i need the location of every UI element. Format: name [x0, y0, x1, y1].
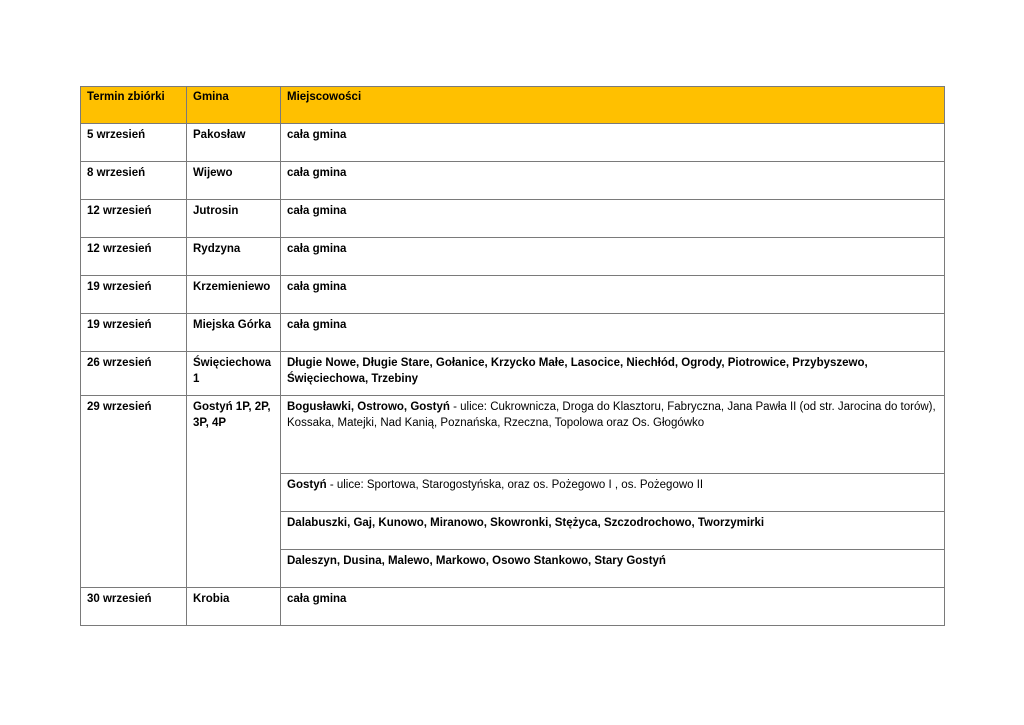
cell-places: [281, 550, 945, 588]
places-bold: Daleszyn, Dusina, Malewo, Markowo, Osowo Stankowo, Stary Gostyń: [287, 555, 666, 567]
cell-date: 12 wrzesień: [81, 238, 187, 276]
cell-date: 19 wrzesień: [81, 276, 187, 314]
table-row: [81, 352, 945, 396]
cell-places: cała gmina: [281, 238, 945, 276]
cell-places: [281, 512, 945, 550]
cell-gmina: Święciechowa 1: [187, 352, 281, 396]
cell-places: cała gmina: [281, 200, 945, 238]
table-row: [81, 238, 945, 276]
cell-gmina: Rydzyna: [187, 238, 281, 276]
table-row: [81, 162, 945, 200]
table-row-gostyn: [81, 396, 945, 474]
cell-gmina: Pakosław: [187, 124, 281, 162]
cell-gmina: Jutrosin: [187, 200, 281, 238]
cell-places: [281, 474, 945, 512]
cell-places: cała gmina: [281, 314, 945, 352]
cell-date: 26 wrzesień: [81, 352, 187, 396]
cell-date: 19 wrzesień: [81, 314, 187, 352]
cell-date: 29 wrzesień: [81, 396, 187, 588]
table-row: [81, 588, 945, 626]
cell-gmina: Wijewo: [187, 162, 281, 200]
cell-places: cała gmina: [281, 276, 945, 314]
cell-gmina: Gostyń 1P, 2P, 3P, 4P: [187, 396, 281, 588]
cell-gmina: Krobia: [187, 588, 281, 626]
places-bold: Dalabuszki, Gaj, Kunowo, Miranowo, Skowronki, Stężyca, Szczodrochowo, Tworzymirki: [287, 517, 765, 529]
header-date: Termin zbiórki: [81, 87, 187, 124]
header-places: Miejscowości: [281, 87, 945, 124]
header-gmina: Gmina: [187, 87, 281, 124]
places-streets: - ulice: Sportowa, Starogostyńska, oraz os. Pożegowo I , os. Pożegowo II: [326, 479, 704, 491]
cell-date: 12 wrzesień: [81, 200, 187, 238]
cell-date: 5 wrzesień: [81, 124, 187, 162]
cell-date: 30 wrzesień: [81, 588, 187, 626]
collection-schedule-table: [80, 86, 945, 626]
cell-places: Długie Nowe, Długie Stare, Gołanice, Krzycko Małe, Lasocice, Niechłód, Ogrody, Piotrowice, Przybyszewo, Święciechowa, Trzebiny: [281, 352, 945, 396]
cell-date: 8 wrzesień: [81, 162, 187, 200]
cell-gmina: Krzemieniewo: [187, 276, 281, 314]
table-row: [81, 200, 945, 238]
table-row: [81, 314, 945, 352]
table-row: [81, 276, 945, 314]
cell-places: cała gmina: [281, 162, 945, 200]
cell-places: cała gmina: [281, 124, 945, 162]
places-bold: Gostyń: [287, 479, 327, 491]
cell-places: [281, 396, 945, 474]
places-bold: Bogusławki, Ostrowo, Gostyń: [287, 401, 450, 413]
cell-places: cała gmina: [281, 588, 945, 626]
table-header-row: [81, 87, 945, 124]
table-row: [81, 124, 945, 162]
places-streets: - ulice: Cukrownicza, Droga do Klasztoru, Fabryczna, Jana Pawła II (od str. Jarocina do torów), Kossaka, Matejki, Nad Kanią, Poznańska, Rzeczna, Topolowa oraz Os. Głogówko: [287, 401, 936, 429]
cell-gmina: Miejska Górka: [187, 314, 281, 352]
